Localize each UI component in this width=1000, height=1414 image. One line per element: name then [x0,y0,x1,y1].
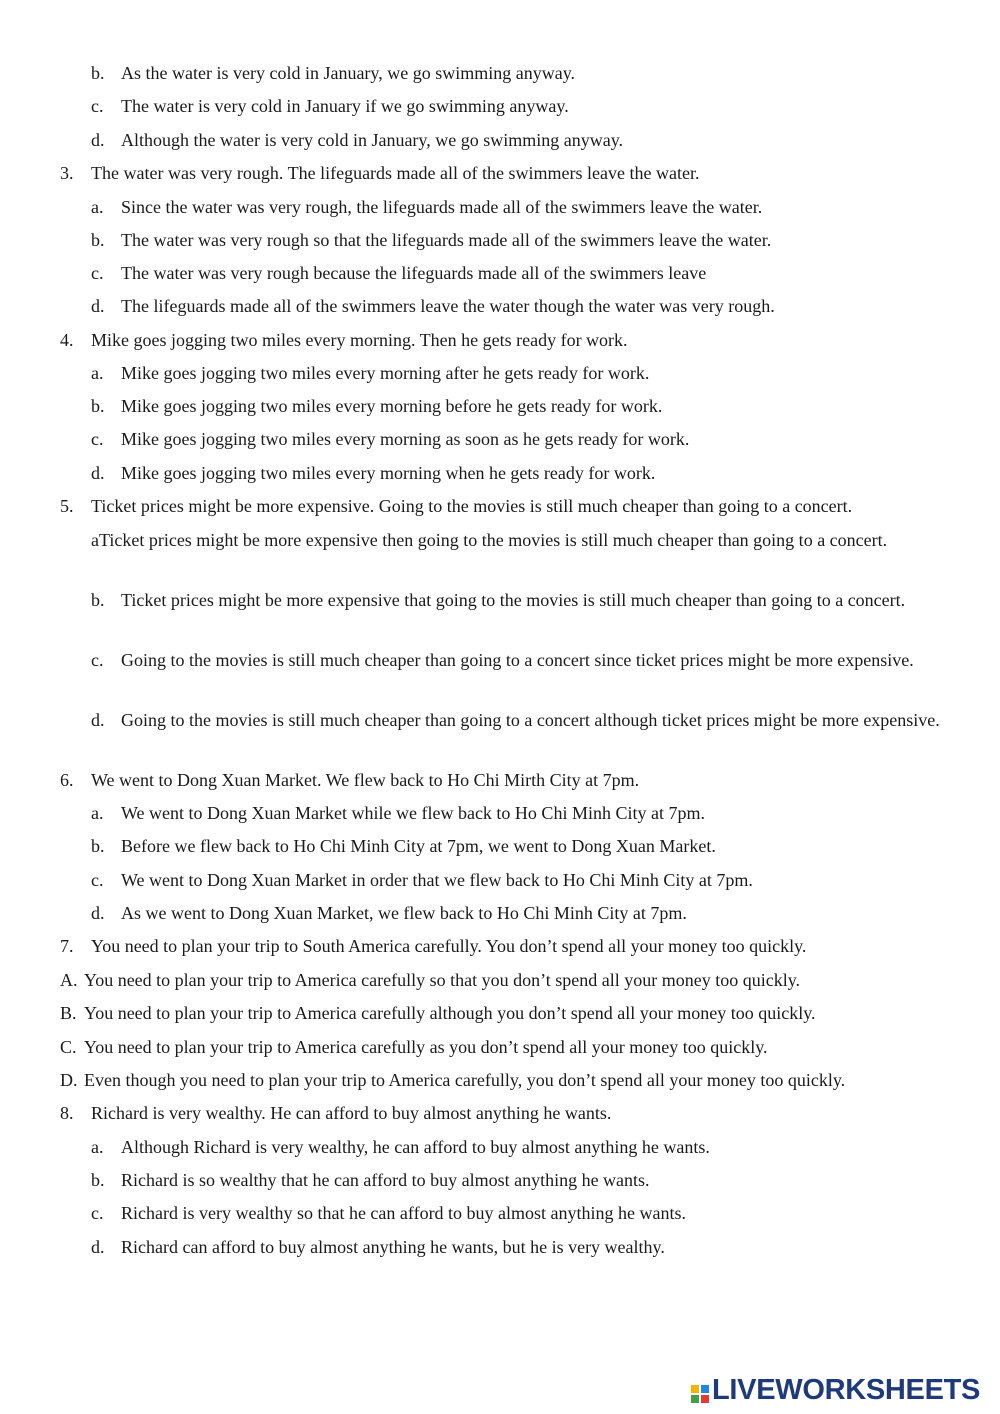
item-text: Going to the movies is still much cheaper than going to a concert although ticket prices might be more expensive. [121,710,940,730]
item-text: Going to the movies is still much cheaper than going to a concert since ticket prices might be more expensive. [121,650,914,670]
answer-option [0,1000,940,1027]
item-label: b. [91,836,105,856]
item-label: b. [91,590,105,610]
answer-option [0,587,940,614]
item-text: Even though you need to plan your trip to America carefully, you don’t spend all your money too quickly. [84,1070,846,1090]
item-label: c. [91,429,104,449]
item-label: c. [91,96,104,116]
answer-option [0,1134,940,1161]
item-text: Richard is so wealthy that he can afford to buy almost anything he wants. [121,1170,650,1190]
item-text: Before we flew back to Ho Chi Minh City at 7pm, we went to Dong Xuan Market. [121,836,716,856]
question-item [0,493,940,520]
answer-option [0,93,940,120]
item-text: As we went to Dong Xuan Market, we flew back to Ho Chi Minh City at 7pm. [121,903,687,923]
item-text: The water was very rough so that the lifeguards made all of the swimmers leave the water. [121,230,772,250]
item-text: Ticket prices might be more expensive. Going to the movies is still much cheaper than going to a concert. [91,496,853,516]
item-label: A. [60,970,78,990]
answer-option [0,227,940,254]
item-label: c. [91,263,104,283]
item-text: The water was very rough. The lifeguards made all of the swimmers leave the water. [91,163,700,183]
answer-option [0,1067,940,1094]
item-label: a. [91,1137,104,1157]
item-text: The water was very rough because the lifeguards made all of the swimmers leave [121,263,707,283]
question-item [0,160,940,187]
answer-option [0,967,940,994]
item-label: b. [91,396,105,416]
item-label: d. [91,296,105,316]
answer-option [0,1200,940,1227]
item-text: aTicket prices might be more expensive then going to the movies is still much cheaper than going to a concert. [91,530,888,550]
answer-option [0,460,940,487]
answer-option [0,360,940,387]
item-text: We went to Dong Xuan Market. We flew back to Ho Chi Mirth City at 7pm. [91,770,640,790]
answer-option [0,707,940,734]
question-item [0,933,940,960]
item-text: We went to Dong Xuan Market in order that we flew back to Ho Chi Minh City at 7pm. [121,870,753,890]
answer-option [0,60,940,87]
liveworksheets-mark-icon [690,1376,710,1404]
answer-option [0,1034,940,1061]
item-text: Since the water was very rough, the lifeguards made all of the swimmers leave the water. [121,197,763,217]
answer-option [0,647,940,674]
item-text: Mike goes jogging two miles every morning after he gets ready for work. [121,363,650,383]
item-label: a. [91,197,104,217]
item-text: You need to plan your trip to America carefully so that you don’t spend all your money too quickly. [84,970,801,990]
item-label: 8. [60,1103,74,1123]
answer-option [0,833,940,860]
question-item [0,767,940,794]
answer-option [0,393,940,420]
item-label: 3. [60,163,74,183]
logo-text: LIVEWORKSHEETS [712,1373,981,1406]
answer-option [0,260,940,287]
item-label: d. [91,710,105,730]
item-label: B. [60,1003,77,1023]
answer-option [0,293,940,320]
item-label: c. [91,1203,104,1223]
answer-option [0,1167,940,1194]
answer-option [0,900,940,927]
item-label: c. [91,870,104,890]
item-label: d. [91,903,105,923]
item-text: Richard is very wealthy so that he can afford to buy almost anything he wants. [121,1203,687,1223]
item-text: We went to Dong Xuan Market while we flew back to Ho Chi Minh City at 7pm. [121,803,705,823]
item-text: Although the water is very cold in January, we go swimming anyway. [121,130,624,150]
item-label: c. [91,650,104,670]
liveworksheets-logo [690,1374,980,1406]
answer-option [0,194,940,221]
item-text: The lifeguards made all of the swimmers leave the water though the water was very rough. [121,296,775,316]
answer-option [0,527,940,554]
item-label: C. [60,1037,77,1057]
answer-option [0,1234,940,1261]
item-label: d. [91,130,105,150]
item-label: d. [91,463,105,483]
item-label: 6. [60,770,74,790]
item-label: a. [91,363,104,383]
item-label: D. [60,1070,78,1090]
item-label: a. [91,803,104,823]
answer-option [0,127,940,154]
item-text: Richard can afford to buy almost anything he wants, but he is very wealthy. [121,1237,665,1257]
item-text: You need to plan your trip to America carefully although you don’t spend all your money too quickly. [84,1003,816,1023]
item-text: Mike goes jogging two miles every morning before he gets ready for work. [121,396,663,416]
item-text: Although Richard is very wealthy, he can afford to buy almost anything he wants. [121,1137,710,1157]
item-label: b. [91,63,105,83]
item-text: Mike goes jogging two miles every morning. Then he gets ready for work. [91,330,628,350]
question-item [0,1100,940,1127]
item-label: 4. [60,330,74,350]
item-text: Mike goes jogging two miles every morning as soon as he gets ready for work. [121,429,690,449]
answer-option [0,800,940,827]
item-text: The water is very cold in January if we go swimming anyway. [121,96,569,116]
item-text: As the water is very cold in January, we go swimming anyway. [121,63,576,83]
item-label: b. [91,230,105,250]
item-label: b. [91,1170,105,1190]
item-text: You need to plan your trip to America carefully as you don’t spend all your money too quickly. [84,1037,768,1057]
item-text: You need to plan your trip to South America carefully. You don’t spend all your money too quickly. [91,936,807,956]
item-text: Mike goes jogging two miles every morning when he gets ready for work. [121,463,656,483]
item-label: d. [91,1237,105,1257]
item-text: Richard is very wealthy. He can afford to buy almost anything he wants. [91,1103,612,1123]
answer-option [0,867,940,894]
item-label: 7. [60,936,74,956]
item-text: Ticket prices might be more expensive that going to the movies is still much cheaper than going to a concert. [121,590,906,610]
answer-option [0,426,940,453]
item-label: 5. [60,496,74,516]
question-item [0,327,940,354]
